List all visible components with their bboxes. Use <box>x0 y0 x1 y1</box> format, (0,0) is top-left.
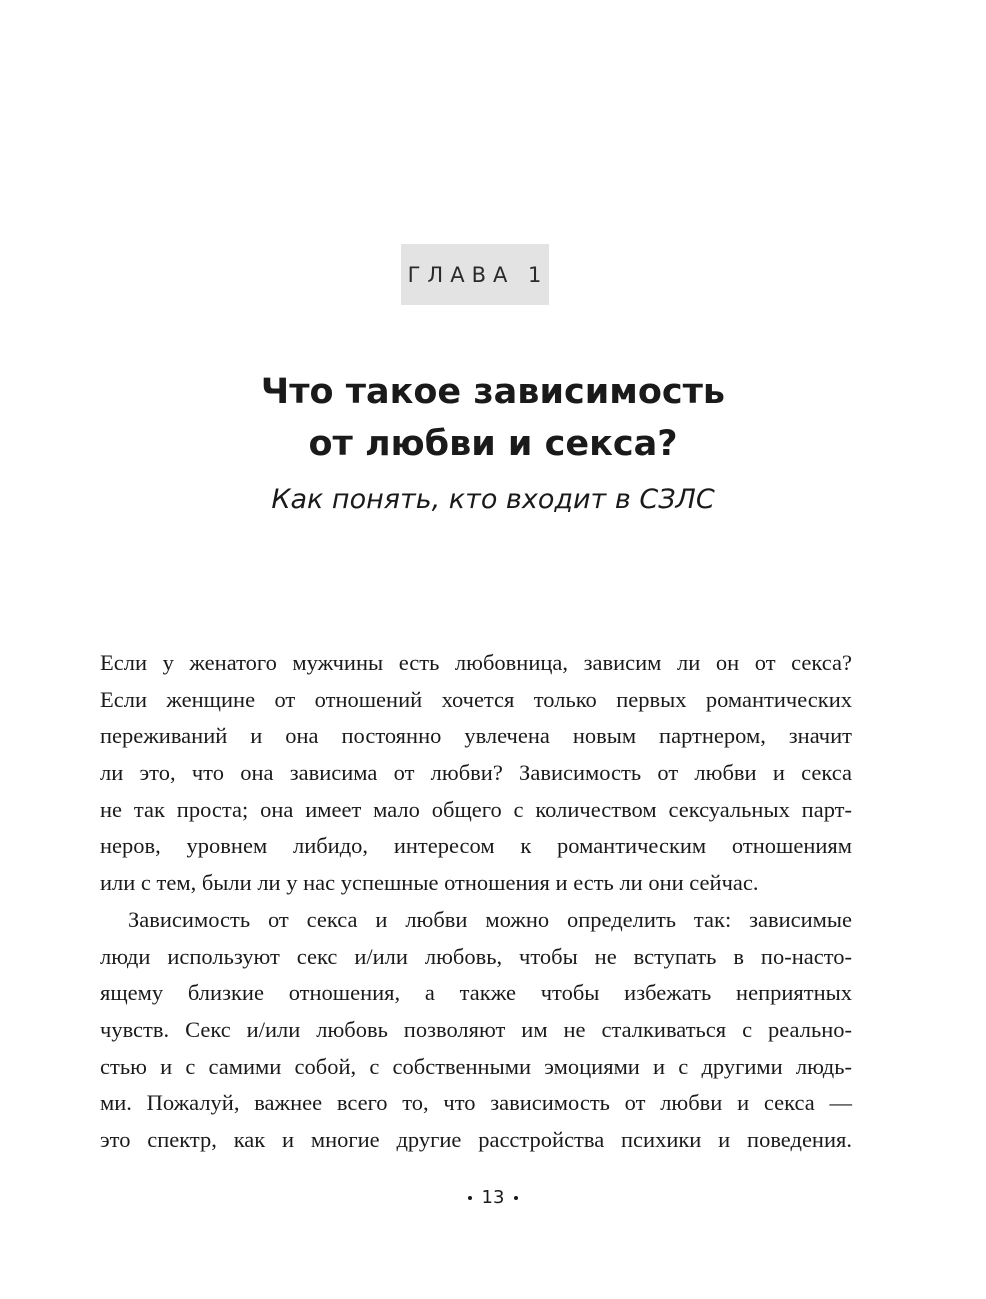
chapter-title-line-2: от любви и секса? <box>308 424 678 464</box>
body-line: Зависимость от секса и любви можно определить так: зависимые <box>128 906 852 932</box>
body-text <box>100 645 852 1159</box>
bullet-dot-icon <box>468 1196 472 1200</box>
body-line: люди используют секс и/или любовь, чтобы не вступать в по-насто- <box>100 943 852 969</box>
body-line: неров, уровнем либидо, интересом к романтическим отношениям <box>100 833 852 859</box>
body-line: или с тем, были ли у нас успешные отношения и есть ли они сейчас. <box>100 870 759 896</box>
body-line: Если у женатого мужчины есть любовница, зависим ли он от секса? <box>100 650 852 675</box>
chapter-title-line-1: Что такое зависимость <box>260 372 726 412</box>
body-line: ми. Пожалуй, важнее всего то, что зависимость от любви и секса — <box>100 1090 852 1116</box>
body-line: переживаний и она постоянно увлечена новым партнером, значит <box>100 723 852 749</box>
chapter-label: ГЛАВА 1 <box>401 244 549 305</box>
page-number-value: 13 <box>481 1187 505 1208</box>
bullet-dot-icon <box>514 1196 518 1200</box>
body-line: стью и с самими собой, с собственными эмоциями и с другими людь- <box>100 1053 852 1079</box>
chapter-title <box>0 366 986 470</box>
body-line: не так проста; она имеет мало общего с количеством сексуальных парт- <box>100 796 852 822</box>
body-line: это спектр, как и многие другие расстройства психики и поведения. <box>100 1126 852 1152</box>
page-number <box>0 1183 986 1213</box>
body-line: ли это, что она зависима от любви? Зависимость от любви и секса <box>100 760 852 786</box>
chapter-subtitle: Как понять, кто входит в СЗЛС <box>271 484 715 515</box>
body-line: ящему близкие отношения, а также чтобы избежать неприятных <box>100 980 852 1006</box>
body-line: Если женщине от отношений хочется только первых романтических <box>100 686 852 712</box>
body-line: чувств. Секс и/или любовь позволяют им не сталкиваться с реально- <box>100 1016 852 1042</box>
